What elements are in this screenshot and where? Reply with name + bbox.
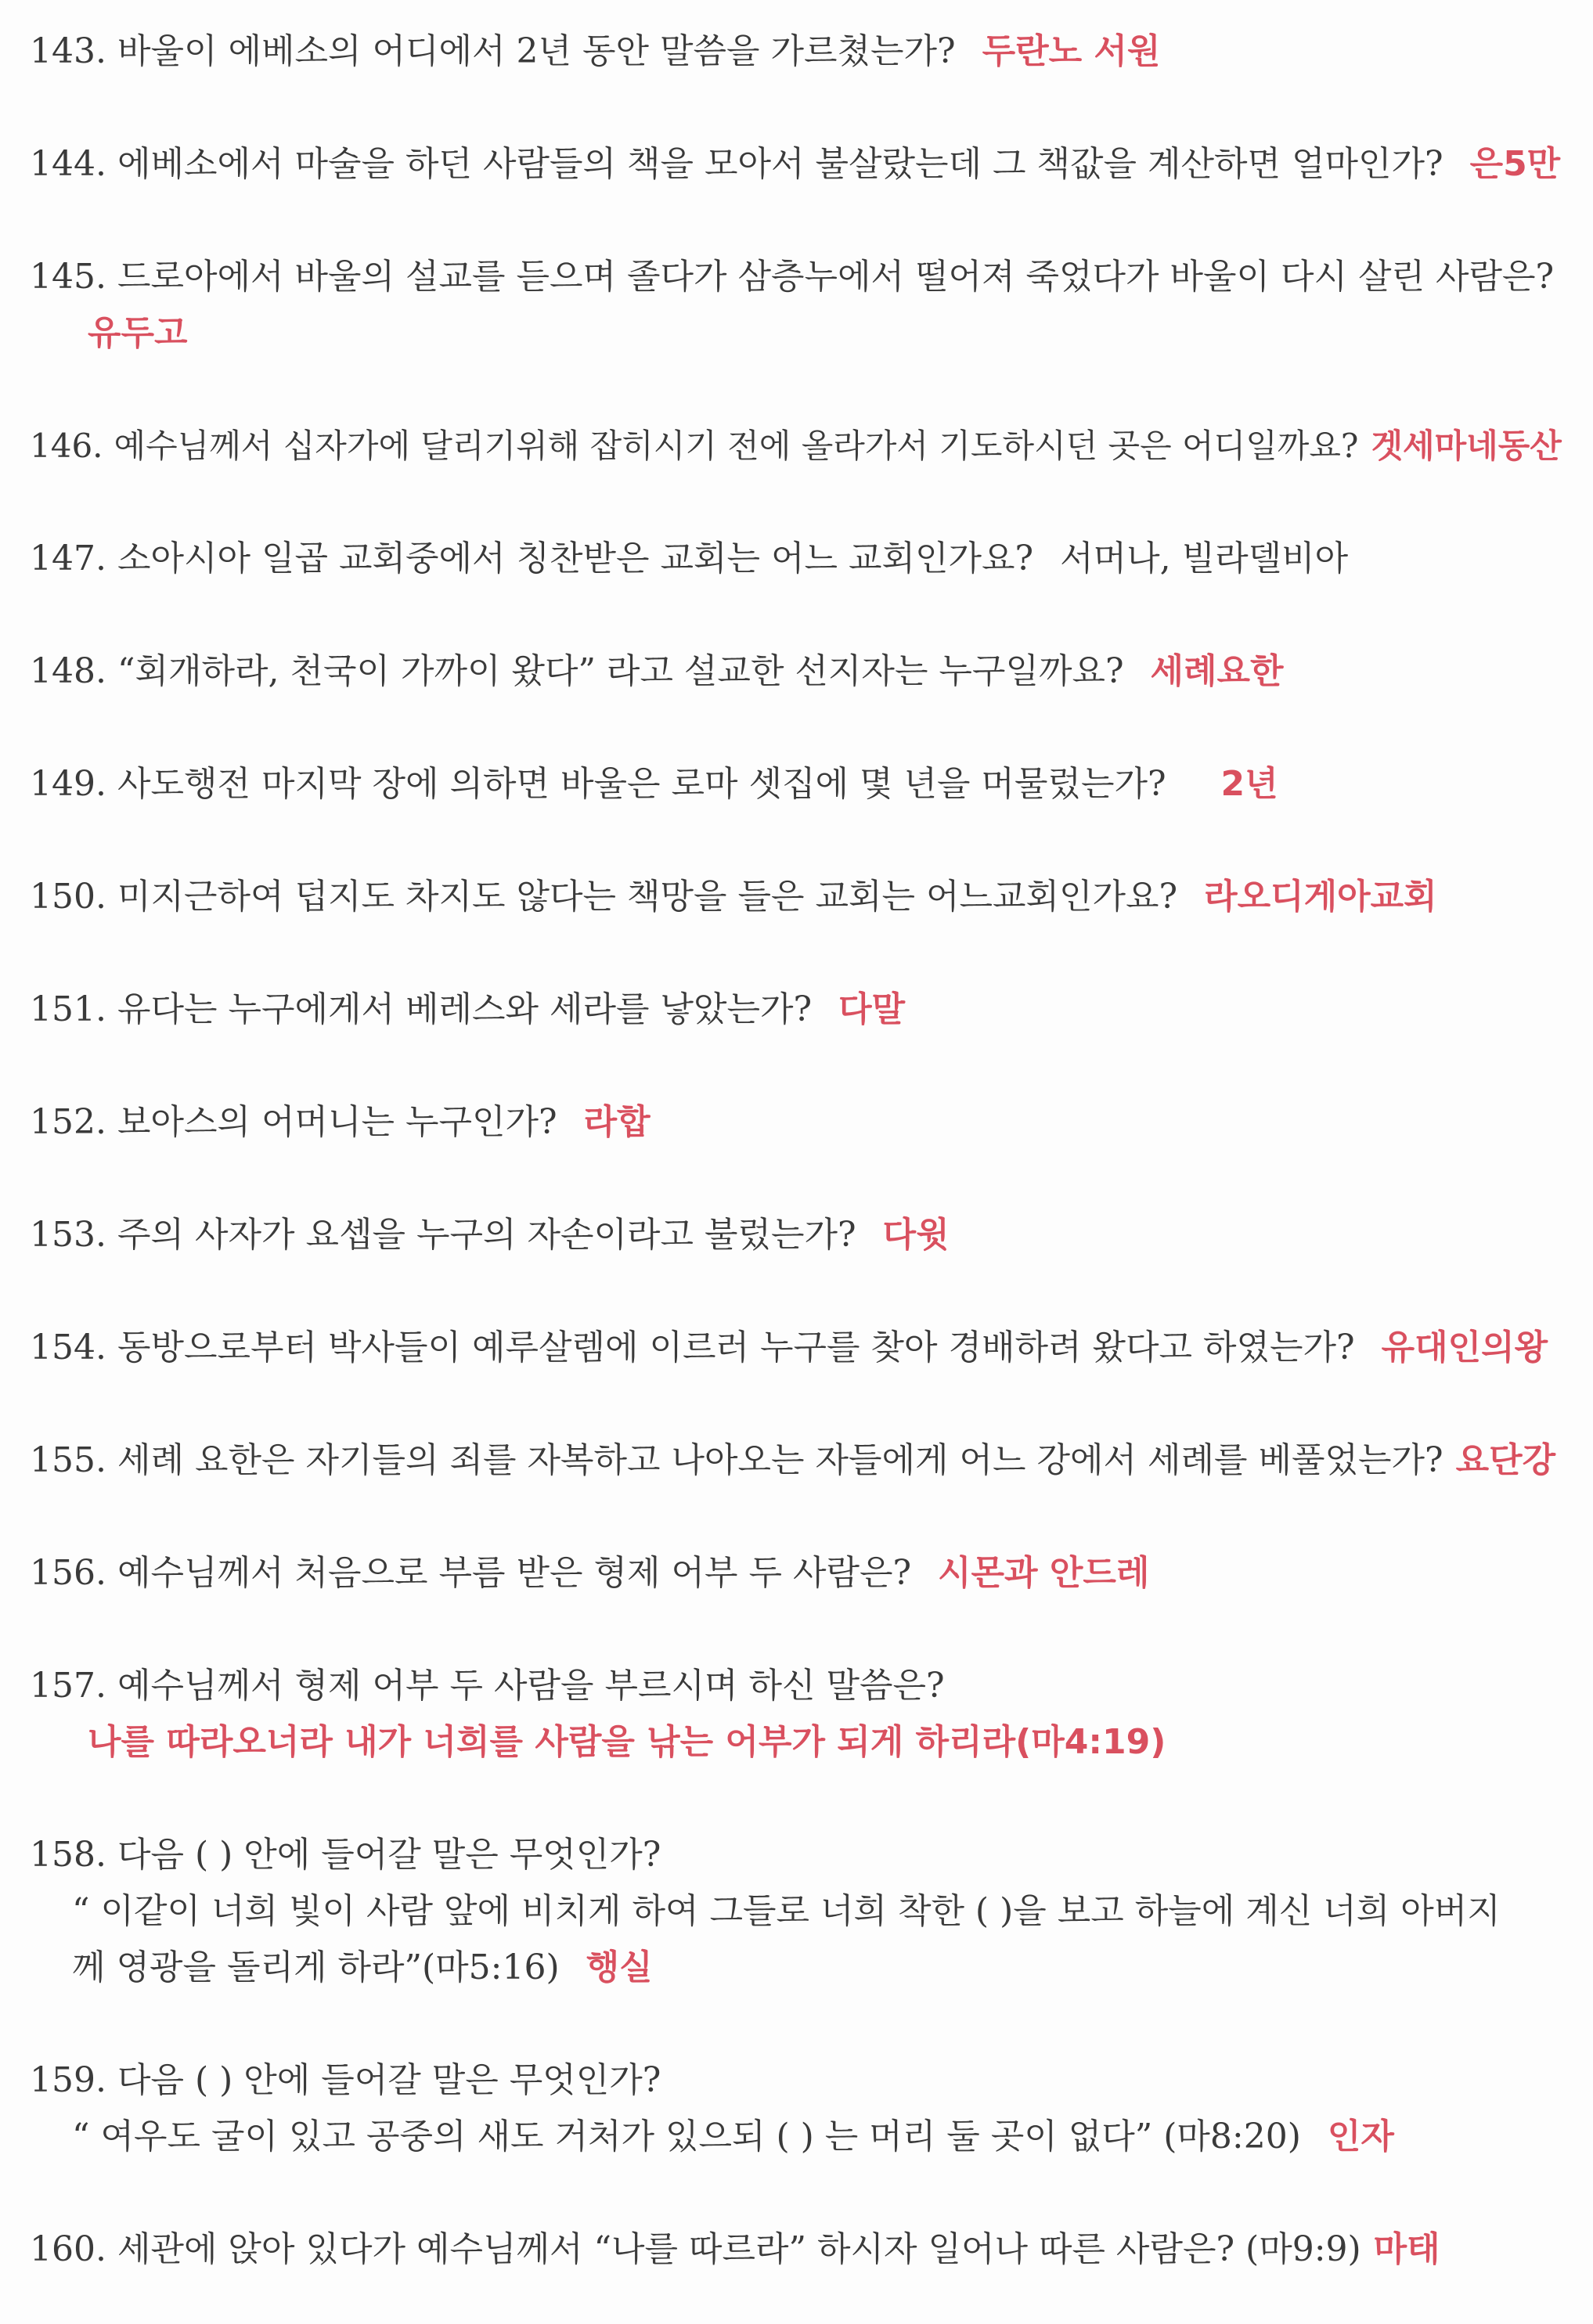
answer-text: 행실 <box>586 1947 653 1987</box>
answer-text: 두란노 서원 <box>982 31 1161 71</box>
question-156 <box>30 1550 1577 1597</box>
question-text: 유다는 누구에게서 베레스와 세라를 낳았는가? <box>117 989 813 1029</box>
answer-text: 라오디게아교회 <box>1204 877 1437 917</box>
question-number: 160. <box>30 2229 106 2269</box>
question-158-quote-end-line <box>72 1944 1577 1991</box>
question-number: 150. <box>30 877 106 917</box>
answer-text: 세례요한 <box>1150 651 1284 691</box>
quote-text: “ 여우도 굴이 있고 공중의 새도 거처가 있으되 ( ) 는 머리 둘 곳이 없다” (마8:20) <box>72 2117 1301 2156</box>
question-153 <box>30 1212 1577 1259</box>
question-number: 147. <box>30 539 106 578</box>
question-text: 에베소에서 마술을 하던 사람들의 책을 모아서 불살랐는데 그 책값을 계산하면 얼마인가? <box>117 144 1443 184</box>
question-number: 152. <box>30 1102 106 1142</box>
answer-text: 다말 <box>838 989 906 1029</box>
question-text: 세례 요한은 자기들의 죄를 자복하고 나아오는 자들에게 어느 강에서 세례를 베풀었는가? <box>117 1440 1443 1480</box>
answer-text: 다윗 <box>882 1215 950 1255</box>
question-text: 주의 사자가 요셉을 누구의 자손이라고 불렀는가? <box>117 1215 856 1255</box>
question-text: 사도행전 마지막 장에 의하면 바울은 로마 셋집에 몇 년을 머물렀는가? <box>117 764 1166 804</box>
question-text: 동방으로부터 박사들이 예루살렘에 이르러 누구를 찾아 경배하려 왔다고 하였는가? <box>117 1328 1355 1367</box>
question-text: “회개하라, 천국이 가까이 왔다” 라고 설교한 선지자는 누구일까요? <box>117 651 1124 691</box>
question-155 <box>30 1437 1577 1484</box>
question-number: 151. <box>30 989 106 1029</box>
question-160 <box>30 2226 1577 2273</box>
question-number: 158. <box>30 1835 106 1875</box>
question-148 <box>30 648 1577 695</box>
quote-text: 께 영광을 돌리게 하라”(마5:16) <box>72 1947 560 1987</box>
answer-text: 시몬과 안드레 <box>938 1553 1150 1593</box>
question-number: 145. <box>30 257 106 297</box>
question-text: 다음 ( ) 안에 들어갈 말은 무엇인가? <box>117 1835 661 1875</box>
answer-text: 겟세마네동산 <box>1371 427 1562 465</box>
question-145-answer-line <box>88 310 1577 357</box>
answer-text: 라합 <box>583 1102 651 1142</box>
answer-text: 2년 <box>1220 764 1278 804</box>
question-text: 보아스의 어머니는 누구인가? <box>117 1102 557 1142</box>
answer-text: 유대인의왕 <box>1381 1328 1548 1367</box>
question-143 <box>30 28 1577 75</box>
question-159-quote-line <box>72 2113 1577 2160</box>
question-152 <box>30 1099 1577 1146</box>
question-text: 예수님께서 십자가에 달리기위해 잡히시기 전에 올라가서 기도하시던 곳은 어디일까요? <box>114 427 1359 465</box>
answer-text: 마태 <box>1373 2229 1440 2269</box>
question-number: 153. <box>30 1215 106 1255</box>
question-number: 149. <box>30 764 106 804</box>
answer-text: 서머나, 빌라델비아 <box>1060 539 1349 578</box>
question-text: 예수님께서 처음으로 부름 받은 형제 어부 두 사람은? <box>117 1553 912 1593</box>
question-151 <box>30 986 1577 1033</box>
question-number: 155. <box>30 1440 106 1480</box>
question-text: 미지근하여 덥지도 차지도 않다는 책망을 들은 교회는 어느교회인가요? <box>117 877 1178 917</box>
question-text: 소아시아 일곱 교회중에서 칭찬받은 교회는 어느 교회인가요? <box>117 539 1034 578</box>
question-text: 바울이 에베소의 어디에서 2년 동안 말씀을 가르쳤는가? <box>117 31 956 71</box>
question-number: 146. <box>30 427 103 465</box>
question-158-quote-line <box>72 1888 1577 1935</box>
question-text: 드로아에서 바울의 설교를 듣으며 졸다가 삼층누에서 떨어져 죽었다가 바울이 다시 살린 사람은? <box>117 257 1555 297</box>
answer-text: 유두고 <box>88 313 188 353</box>
question-144 <box>30 141 1577 188</box>
question-number: 144. <box>30 144 106 184</box>
question-147 <box>30 535 1577 582</box>
question-150 <box>30 874 1577 921</box>
question-number: 148. <box>30 651 106 691</box>
answer-text: 인자 <box>1327 2117 1394 2156</box>
quote-text: “ 이같이 너희 빛이 사람 앞에 비치게 하여 그들로 너희 착한 ( )을 보고 하늘에 계신 너희 아버지 <box>72 1891 1501 1931</box>
question-149 <box>30 761 1577 808</box>
question-157-answer-line <box>88 1719 1577 1766</box>
question-157 <box>30 1663 1577 1710</box>
question-158 <box>30 1832 1577 1879</box>
question-text: 예수님께서 형제 어부 두 사람을 부르시며 하신 말씀은? <box>117 1666 945 1706</box>
question-146 <box>30 423 1577 470</box>
question-number: 156. <box>30 1553 106 1593</box>
question-number: 157. <box>30 1666 106 1706</box>
question-145 <box>30 254 1577 301</box>
question-number: 143. <box>30 31 106 71</box>
question-159 <box>30 2057 1577 2104</box>
answer-text: 은5만 <box>1469 144 1561 184</box>
question-number: 154. <box>30 1328 106 1367</box>
question-text: 다음 ( ) 안에 들어갈 말은 무엇인가? <box>117 2060 661 2100</box>
answer-text: 나를 따라오너라 내가 너희를 사람을 낚는 어부가 되게 하리라(마4:19) <box>88 1722 1166 1762</box>
answer-text: 요단강 <box>1455 1440 1556 1480</box>
question-text: 세관에 앉아 있다가 예수님께서 “나를 따르라” 하시자 일어나 따른 사람은? (마9:9) <box>117 2229 1361 2269</box>
question-154 <box>30 1324 1577 1371</box>
question-number: 159. <box>30 2060 106 2100</box>
